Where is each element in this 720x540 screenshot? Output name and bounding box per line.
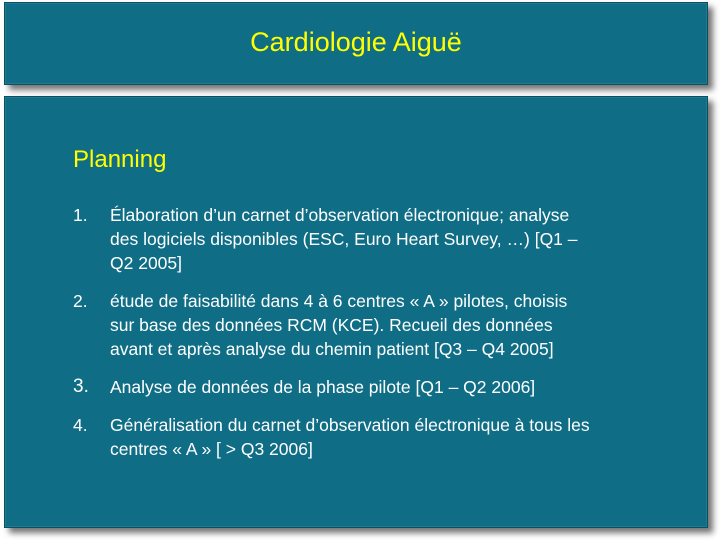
item-line: Généralisation du carnet d’observation électronique à tous les — [110, 415, 590, 435]
planning-list — [73, 203, 673, 461]
item-line: des logiciels disponibles (ESC, Euro Heart Survey, …) [Q1 – — [110, 229, 578, 249]
list-item — [73, 375, 673, 399]
list-item — [73, 203, 673, 275]
content-panel — [4, 96, 708, 528]
item-line: centres « A » [ > Q3 2006] — [110, 439, 313, 459]
item-line: étude de faisabilité dans 4 à 6 centres « A » pilotes, choisis — [110, 291, 568, 311]
item-number: 3. — [73, 376, 89, 397]
item-line: Élaboration d’un carnet d’observation électronique; analyse — [110, 205, 570, 225]
slide-title: Cardiologie Aiguë — [250, 27, 462, 57]
item-line: Analyse de données de la phase pilote [Q1 – Q2 2006] — [110, 377, 536, 397]
item-number: 1. — [73, 205, 88, 225]
list-item — [73, 289, 673, 361]
list-item — [73, 413, 673, 461]
item-number: 2. — [73, 291, 88, 311]
item-line: Q2 2005] — [110, 253, 182, 273]
title-panel — [4, 2, 708, 85]
item-line: avant et après analyse du chemin patient [Q3 – Q4 2005] — [110, 339, 554, 359]
item-number: 4. — [73, 415, 88, 435]
section-heading: Planning — [73, 146, 167, 173]
item-line: sur base des données RCM (KCE). Recueil des données — [110, 315, 553, 335]
